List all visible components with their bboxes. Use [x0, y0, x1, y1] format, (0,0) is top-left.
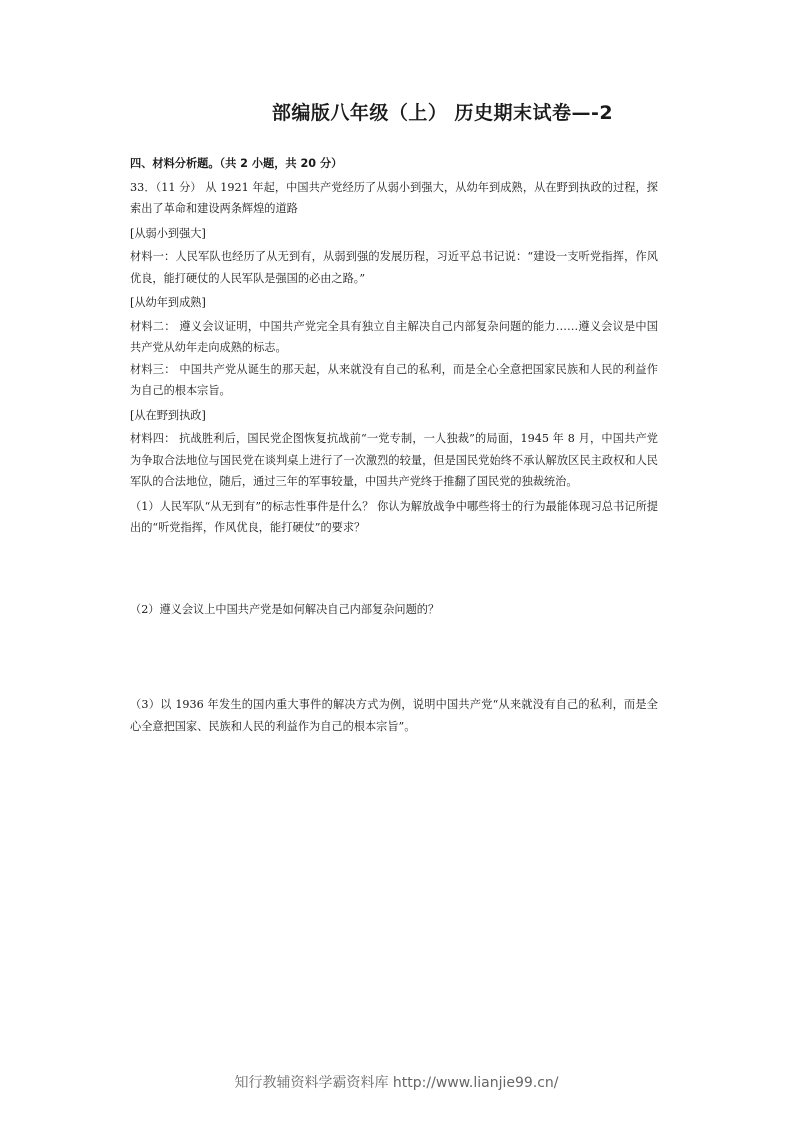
question-33-intro: 33．（11 分） 从 1921 年起，中国共产党经历了从弱小到强大，从幼年到成熟，从在野到执政的过程，探索出了革命和建设两条辉煌的道路	[130, 180, 658, 215]
subheading-young-to-mature: [从幼年到成熟]	[130, 296, 206, 309]
page-title: 部编版八年级（上） 历史期末试卷—-2	[271, 102, 614, 124]
exam-content	[130, 153, 658, 737]
question-2: （2）遵义会议上中国共产党是如何解决自己内部复杂问题的？	[130, 602, 440, 616]
material-2: 材料二： 遵义会议证明，中国共产党完全具有独立自主解决自己内部复杂问题的能力……遵义会议是中国共产党从幼年走向成熟的标志。	[130, 319, 658, 354]
answer-space-1	[130, 539, 658, 599]
subheading-opposition-to-ruling: [从在野到执政]	[130, 408, 206, 422]
material-4: 材料四： 抗战胜利后，国民党企图恢复抗战前“一党专制，一人独裁”的局面，1945 年 8 月，中国共产党为争取合法地位与国民党在谈判桌上进行了一次激烈的较量，但是国民党始终不承认解放区民主政权和人民军队的合法地位，随后，通过三年的军事较量，中国共产党终于推翻了国民党的独裁统治。	[130, 432, 658, 488]
question-1: （1）人民军队“从无到有”的标志性事件是什么？ 你认为解放战争中哪些将士的行为最能体现习总书记所提出的“听党指挥，作风优良，能打硬仗”的要求？	[130, 499, 658, 534]
question-3: （3）以 1936 年发生的国内重大事件的解决方式为例，说明中国共产党“从来就没有自己的私利，而是全心全意把国家、民族和人民的利益作为自己的根本宗旨”。	[130, 698, 658, 733]
answer-space-2	[130, 620, 658, 694]
footer-watermark: 知行教辅资料学霸资料库 http://www.lianjie99.cn/	[234, 1075, 559, 1091]
material-3: 材料三： 中国共产党从诞生的那天起，从来就没有自己的私利，而是全心全意把国家民族和人民的利益作为自己的根本宗旨。	[130, 362, 658, 397]
section-heading: 四、材料分析题。（共 2 小题，共 20 分）	[130, 157, 343, 170]
material-1: 材料一：人民军队也经历了从无到有，从弱到强的发展历程，习近平总书记说：“建设一支听党指挥，作风优良，能打硬仗的人民军队是强国的必由之路。”	[130, 250, 658, 285]
subheading-weak-to-strong: [从弱小到强大]	[130, 226, 206, 240]
